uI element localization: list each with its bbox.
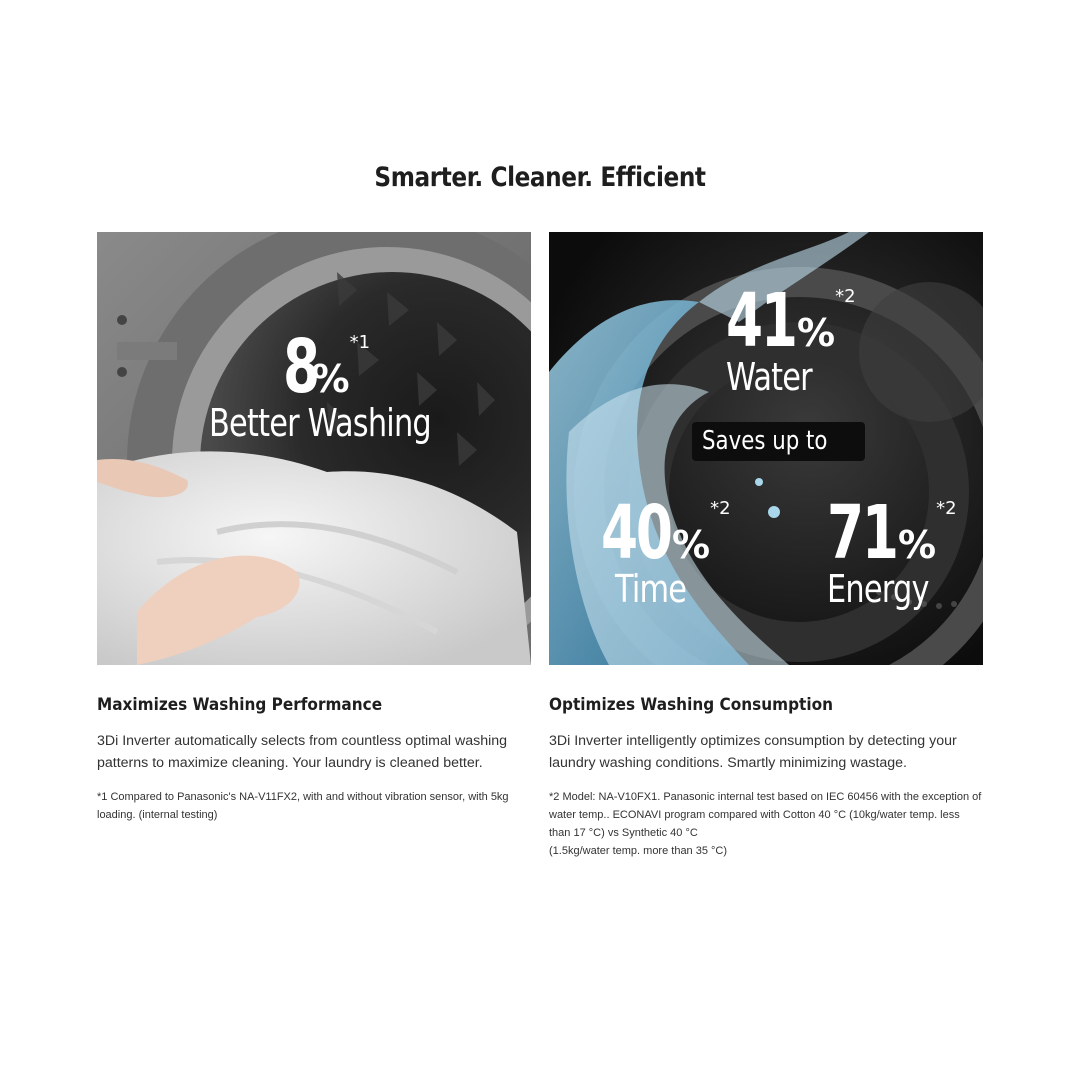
stat-label: Time	[615, 567, 687, 611]
stat-unit: %	[311, 357, 350, 401]
better-washing-stat	[209, 324, 486, 445]
time-savings-stat	[601, 490, 731, 611]
stat-footnote-mark: *2	[710, 498, 731, 519]
water-savings-stat	[726, 278, 856, 399]
stat-label: Water	[726, 355, 812, 399]
section-title: Smarter. Cleaner. Efficient	[374, 162, 706, 193]
stat-value: 40	[601, 490, 671, 576]
stat-value: 71	[827, 490, 897, 576]
energy-savings-stat	[827, 490, 957, 611]
footnote-line: *2 Model: NA-V10FX1. Panasonic internal test based on IEC 60456 with the exception of water temp.. ECONAVI program compared with Cotton 40 °C (10kg/water temp. less than 17 °C) vs Synthetic 40 °C	[549, 791, 982, 839]
stat-label: Better Washing	[209, 401, 431, 445]
stat-label: Energy	[827, 567, 929, 611]
stat-value: 41	[726, 278, 796, 364]
stat-footnote-mark: *1	[349, 332, 371, 353]
card-heading: Maximizes Washing Performance	[97, 695, 383, 715]
drum-towel-illustration	[97, 232, 531, 665]
saves-up-to-badge	[692, 422, 865, 461]
feature-card-washing-consumption	[549, 232, 983, 860]
card-footnote	[549, 788, 983, 860]
stat-unit: %	[671, 523, 711, 567]
feature-card-washing-performance	[97, 232, 531, 824]
stat-footnote-mark: *2	[936, 498, 957, 519]
card-description: 3Di Inverter intelligently optimizes consumption by detecting your laundry washing conditions. Smartly minimizing wastage.	[549, 733, 957, 771]
card-description: 3Di Inverter automatically selects from countless optimal washing patterns to maximize cleaning. Your laundry is cleaned better.	[97, 733, 508, 771]
badge-text: Saves up to	[702, 426, 828, 456]
stat-unit: %	[897, 523, 937, 567]
washing-drum-towel-image	[97, 232, 531, 665]
card-footnote: *1 Compared to Panasonic's NA-V11FX2, with and without vibration sensor, with 5kg loading. (internal testing)	[97, 791, 509, 821]
stat-value: 8	[283, 324, 318, 410]
stat-unit: %	[796, 311, 836, 355]
footnote-line: (1.5kg/water temp. more than 35 °C)	[549, 845, 728, 857]
stat-footnote-mark: *2	[835, 286, 856, 307]
card-heading: Optimizes Washing Consumption	[549, 695, 833, 715]
water-splash-drum-image	[549, 232, 983, 665]
